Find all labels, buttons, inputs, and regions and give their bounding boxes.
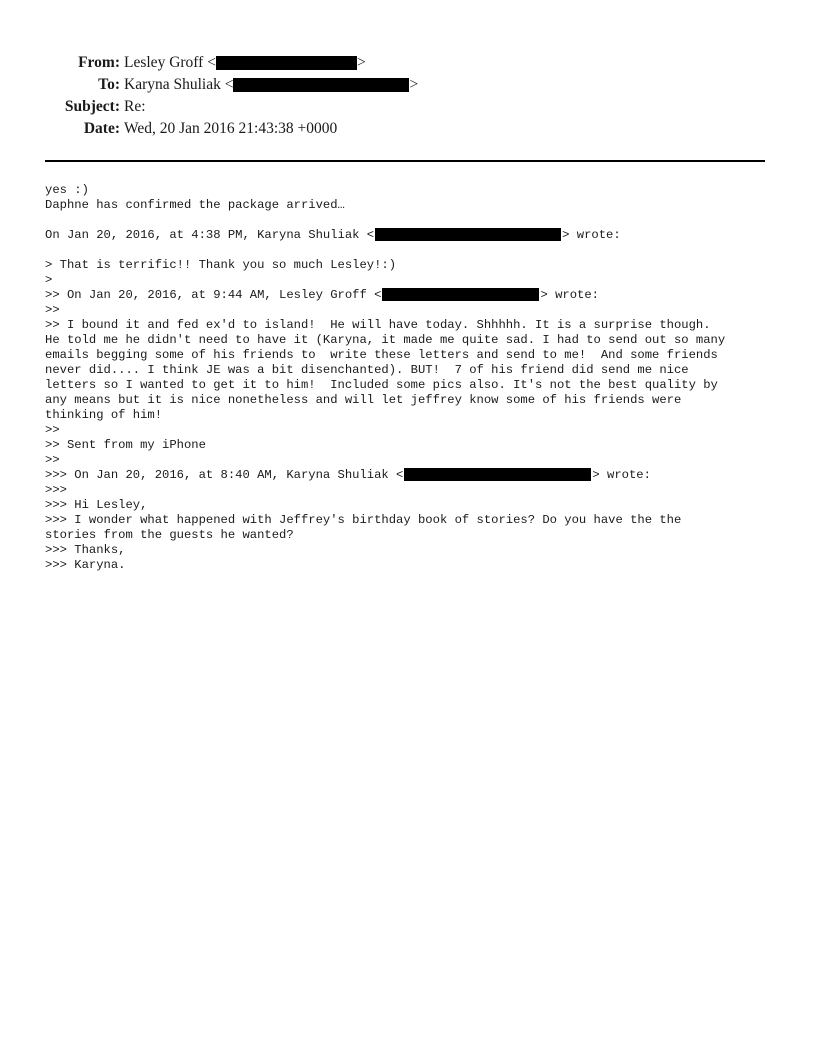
redacted-email — [375, 228, 561, 241]
from-row — [0, 52, 816, 74]
date-label: Date: — [83, 120, 120, 137]
body-line: never did.... I think JE was a bit disenchanted). BUT! 7 of his friend did send me nice — [45, 363, 689, 377]
attribution-suffix: > wrote: — [592, 468, 651, 482]
body-line: yes :) — [45, 183, 89, 197]
from-label: From: — [78, 54, 120, 71]
to-label: To: — [98, 76, 120, 93]
body-line: > That is terrific!! Thank you so much Lesley!:) — [45, 258, 397, 272]
quote-attribution — [45, 288, 599, 303]
from-name: Lesley Groff < — [124, 54, 216, 71]
subject-value: Re: — [124, 98, 146, 115]
subject-row — [0, 96, 816, 118]
body-line: >>> I wonder what happened with Jeffrey's birthday book of stories? Do you have the the — [45, 513, 682, 527]
attribution-suffix: > wrote: — [562, 228, 621, 242]
quote-attribution — [45, 468, 651, 483]
body-line: >> I bound it and fed ex'd to island! He will have today. Shhhhh. It is a surprise though. — [45, 318, 711, 332]
body-line: thinking of him! — [45, 408, 163, 422]
body-line: Daphne has confirmed the package arrived… — [45, 198, 345, 212]
to-row — [0, 74, 816, 96]
to-name: Karyna Shuliak < — [124, 76, 234, 93]
body-line: He told me he didn't need to have it (Karyna, it made me quite sad. I had to send out so many — [45, 333, 726, 347]
body-line: >>> Hi Lesley, — [45, 498, 148, 512]
to-value — [124, 74, 418, 96]
body-line: >> — [45, 423, 60, 437]
from-value — [124, 52, 366, 74]
redacted-email — [233, 78, 409, 92]
redacted-email — [216, 56, 357, 70]
header-divider — [45, 160, 765, 162]
body-line: >>> Thanks, — [45, 543, 126, 557]
date-row — [0, 118, 816, 140]
body-line: emails begging some of his friends to write these letters and send to me! And some friends — [45, 348, 718, 362]
body-line: >>> Karyna. — [45, 558, 126, 572]
body-line: letters so I wanted to get it to him! Included some pics also. It's not the best quality by — [45, 378, 718, 392]
body-line: >> — [45, 303, 60, 317]
attribution-text: >>> On Jan 20, 2016, at 8:40 AM, Karyna Shuliak < — [45, 468, 404, 482]
body-line: >>> — [45, 483, 67, 497]
attribution-text: On Jan 20, 2016, at 4:38 PM, Karyna Shuliak < — [45, 228, 375, 242]
attribution-suffix: > wrote: — [540, 288, 599, 302]
body-line: > — [45, 273, 53, 287]
body-line: stories from the guests he wanted? — [45, 528, 294, 542]
attribution-text: >> On Jan 20, 2016, at 9:44 AM, Lesley Groff < — [45, 288, 382, 302]
body-line: >> — [45, 453, 60, 467]
from-close: > — [356, 54, 366, 71]
to-close: > — [409, 76, 419, 93]
redacted-email — [404, 468, 591, 481]
subject-label: Subject: — [64, 98, 120, 115]
redacted-email — [382, 288, 539, 301]
body-line: any means but it is nice nonetheless and will let jeffrey know some of his friends were — [45, 393, 682, 407]
quote-attribution — [45, 228, 621, 243]
date-value: Wed, 20 Jan 2016 21:43:38 +0000 — [124, 120, 338, 137]
body-line: >> Sent from my iPhone — [45, 438, 206, 452]
